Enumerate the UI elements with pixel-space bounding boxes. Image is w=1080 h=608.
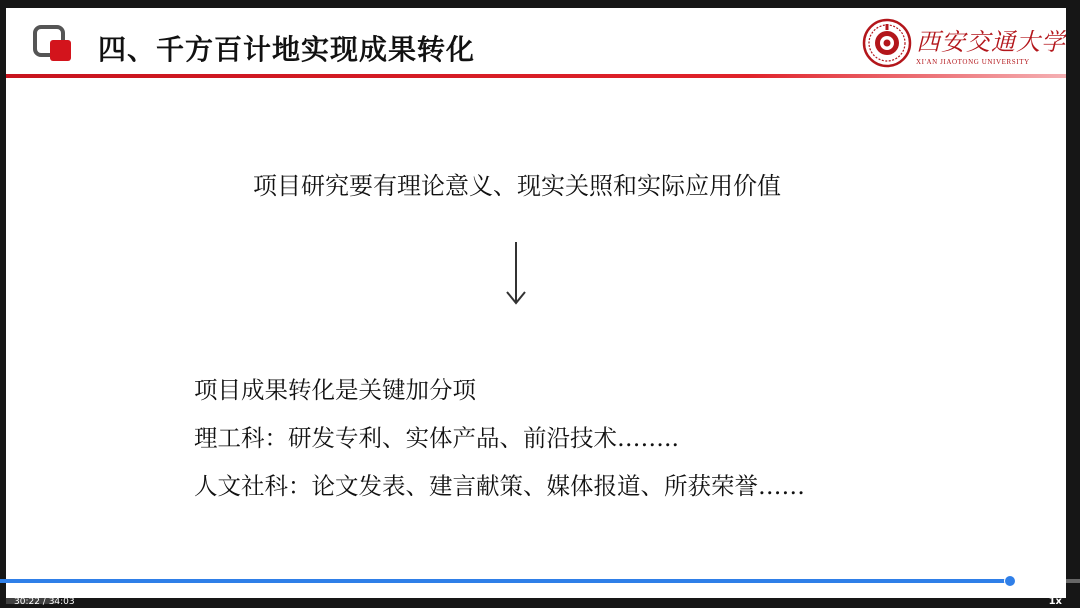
- player-controls: [0, 572, 1080, 608]
- point-item: 人文社科：论文发表、建言献策、媒体报道、所获荣誉……: [194, 472, 805, 500]
- progress-bar[interactable]: [0, 579, 1080, 583]
- slide-frame: [6, 8, 1066, 598]
- slide-badge-icon: [32, 24, 74, 66]
- slide-header: [6, 8, 1066, 80]
- progress-handle[interactable]: [1004, 575, 1016, 587]
- university-name: 西安交通大学: [916, 28, 1066, 56]
- progress-fill: [0, 579, 1010, 583]
- point-item: 项目成果转化是关键加分项: [194, 376, 476, 404]
- header-divider: [6, 74, 1066, 78]
- university-logo: [858, 16, 1066, 74]
- premise-text: 项目研究要有理论意义、现实关照和实际应用价值: [253, 172, 781, 200]
- arrow-down-icon: [504, 240, 528, 306]
- university-seal-icon: [862, 18, 912, 68]
- time-readout: 30:22 / 34:03: [14, 597, 75, 607]
- playback-speed-button[interactable]: 1x: [1048, 596, 1062, 607]
- slide-title: 四、千方百计地实现成果转化: [98, 33, 476, 66]
- point-item: 理工科：研发专利、实体产品、前沿技术……..: [194, 424, 679, 452]
- point-list: [194, 366, 1014, 510]
- university-name-english: XI'AN JIAOTONG UNIVERSITY: [916, 58, 1030, 66]
